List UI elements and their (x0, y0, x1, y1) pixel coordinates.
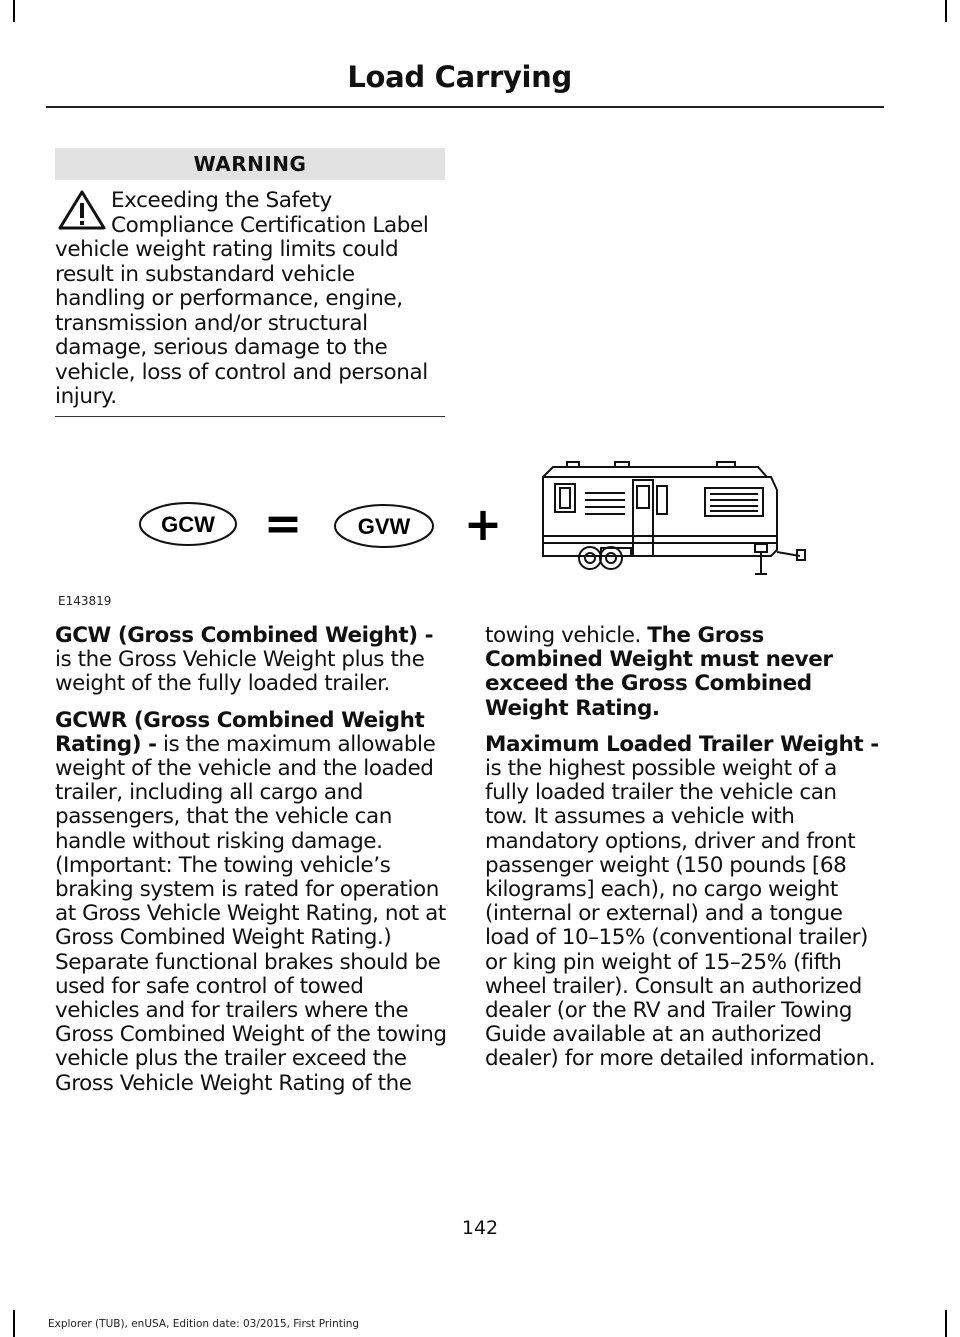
crop-mark-bottom-left (13, 1310, 15, 1337)
gcwr-text: is the maximum allowable weight of the vehicle and the loaded trailer, including all cargo and passengers, that the vehicle can handle without risking damage. (Important: The towing vehicle’s braking system is rated for operation at Gross Vehicle Weight Rating, not at Gross Combined Weight Rating.) Separate functional brakes should be used for safe control of towed vehicles and for trailers where the Gross Combined Weight of the towing vehicle plus the trailer exceed the Gross Vehicle Weight Rating of the (55, 731, 447, 1096)
body-column-left (55, 624, 450, 1108)
gcw-equation-diagram (55, 440, 835, 620)
body-column-right (485, 624, 880, 1084)
gcwr-text-continued: towing vehicle. (485, 623, 648, 648)
warning-text: Exceeding the Safety Compliance Certification Label vehicle weight rating limits could result in substandard vehicle handling or performance, engine, transmission and/or structural damage, serious damage to the vehicle, loss of control and personal injury. (55, 188, 429, 409)
crop-mark-bottom-right (945, 1310, 947, 1337)
warning-divider (55, 416, 445, 417)
page-title: Load Carrying (347, 60, 572, 94)
travel-trailer-icon (543, 462, 805, 574)
mltw-text: is the highest possible weight of a fully loaded trailer the vehicle can tow. It assumes a vehicle with mandatory options, driver and front passenger weight (150 pounds [68 kilograms] each), no cargo weight (internal or external) and a tongue load of 10–15% (conventional trailer) or king pin weight of 15–25% (fifth wheel trailer). Consult an authorized dealer (or the RV and Trailer Towing Guide available at an authorized dealer) for more detailed information. (485, 756, 876, 1072)
warning-heading: WARNING (55, 148, 445, 180)
mltw-term: Maximum Loaded Trailer Weight - (485, 731, 879, 757)
page-number: 142 (461, 1217, 499, 1239)
mltw-definition (485, 733, 880, 1072)
equals-sign: = (263, 496, 303, 550)
crop-mark-top-left (13, 0, 15, 22)
gcw-label: GCW (161, 512, 215, 537)
figure-id: E143819 (58, 594, 112, 608)
gvw-label: GVW (357, 514, 411, 539)
warning-box (55, 148, 445, 410)
gcwr-term: GCWR (Gross Combined Weight Rating) - (55, 707, 425, 757)
crop-mark-top-right (945, 0, 947, 22)
gcw-equation-figure (55, 440, 835, 620)
warning-triangle-icon (57, 189, 107, 231)
warning-body (55, 189, 445, 410)
gcwr-definition (55, 709, 450, 1096)
title-divider (46, 106, 884, 108)
gcw-definition (55, 624, 450, 697)
gcw-text: is the Gross Vehicle Weight plus the weight of the fully loaded trailer. (55, 647, 425, 697)
gcwr-emphasis: The Gross Combined Weight must never exceed the Gross Combined Weight Rating. (485, 623, 833, 721)
edition-footer: Explorer (TUB), enUSA, Edition date: 03/2015, First Printing (48, 1318, 360, 1330)
plus-sign: + (463, 497, 503, 551)
gcw-term: GCW (Gross Combined Weight) - (55, 623, 434, 648)
gcwr-definition-continued (485, 624, 880, 721)
